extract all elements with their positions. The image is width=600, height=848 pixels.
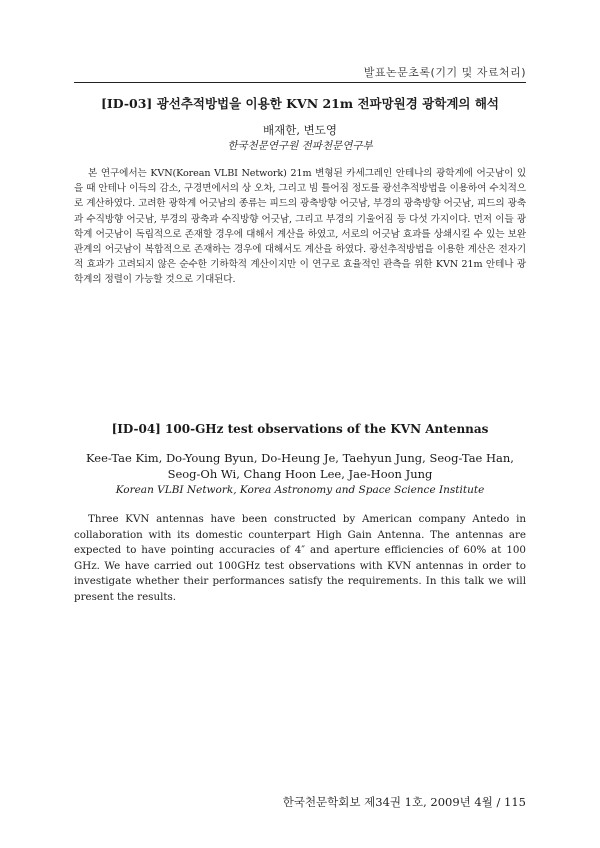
abstract-title: [ID-04] 100-GHz test observations of the KVN Antennas <box>111 422 489 436</box>
abstract-affiliation: Korean VLBI Network, Korea Astronomy and Space Science Institute <box>115 484 485 496</box>
abstract-authors: 배재한, 변도영 <box>263 123 337 137</box>
abstract-affiliation: 한국천문연구원 전파천문연구부 <box>227 140 373 152</box>
abstract-body: Three KVN antennas have been constructed by American company Antedo in collaboration with its domestic counterpart High Gain Antenna. The antennas are expected to have pointing accuracies of 4″ and aperture efficiencies of 60% at 100 GHz. We have carried out 100GHz test observations with KVN antennas in order to investigate whether their performances satisfy the requirements. In this talk we will present the results. <box>74 513 526 603</box>
journal-footer: 한국천문학회보 제34권 1호, 2009년 4월 / 115 <box>282 795 526 809</box>
abstract-title: [ID-03] 광선추적방법을 이용한 KVN 21m 전파망원경 광학계의 해석 <box>101 96 499 111</box>
abstract-authors: Kee-Tae Kim, Do-Young Byun, Do-Heung Je, Taehyun Jung, Seog-Tae Han, Seog-Oh Wi, Chang Hoon Lee, Jae-Hoon Jung <box>86 451 514 481</box>
abstract-body: 본 연구에서는 KVN(Korean VLBI Network) 21m 변형된 카세그레인 안테나의 광학계에 어긋남이 있을 때 안테나 이득의 감소, 구경면에서의 상 오차, 그리고 빔 틀어짐 정도를 광선추적방법을 이용하여 수치적으로 계산하였다. 고려한 광학계 어긋남의 종류는 피드의 광축방향 어긋남, 부경의 광축방향 어긋남, 피드의 광축과 수직방향 어긋남, 부경의 광축과 수직방향 어긋남, 그리고 부경의 기울어짐 등 다섯 가지이다. 먼저 이들 광학계 어긋남이 독립적으로 존재할 경우에 대해서 계산을 하였고, 서로의 어긋남 효과를 상쇄시킬 수 있는 보완관계의 어긋남이 복합적으로 존재하는 경우에 대해서도 계산을 하였다. 광선추적방법을 이용한 계산은 전자기적 효과가 고려되지 않은 순수한 기하학적 계산이지만 이 연구로 효율적인 관측을 위한 KVN 21m 안테나 광학계의 정렬이 가능할 것으로 기대된다. <box>74 168 526 286</box>
section-header-label: 발표논문초록(기기 및 자료처리) <box>363 66 526 79</box>
header-divider <box>74 82 526 83</box>
abstract-id-04 <box>74 421 526 606</box>
abstract-id-03 <box>74 96 526 288</box>
